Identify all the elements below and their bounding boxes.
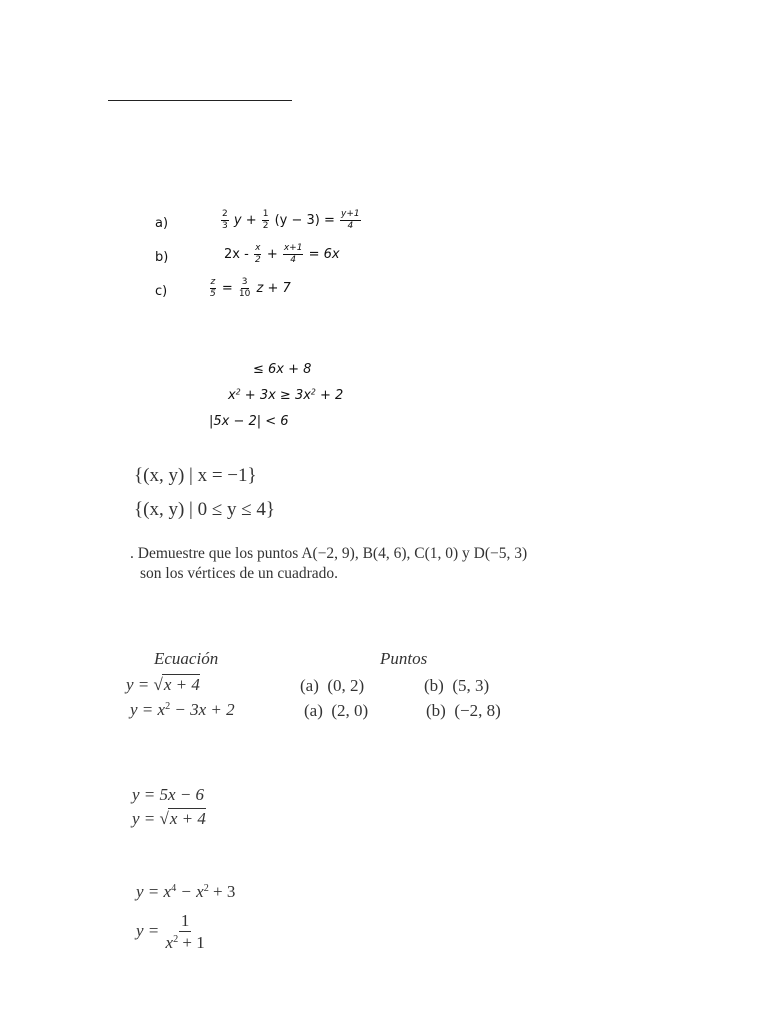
title-underline [108,100,292,101]
problem-line-1: . Demuestre que los puntos A(−2, 9), B(4, 6), C(1, 0) y D(−5, 3) [130,545,528,562]
table-header-points: Puntos [380,649,428,668]
inequality-2: $x^2 + 3x \ge 3x^2 + 2$ [228,387,344,403]
table-row-2-equation: $y = x^2 - 3x + 2$ [130,700,235,719]
graph-equation-1: y = 5x − 6 [132,785,205,804]
equation-c: $\frac{z}{5}$ = $\frac{3}{10}$ z + 7 [210,277,291,299]
graph-equation-3: $y = x^4 - x^2 + 3$ [136,882,236,901]
set-1: {(x, y) | x = −1} [134,465,257,486]
problem-line-2: son los vértices de un cuadrado. [140,565,338,582]
graph-equation-2: y = √x + 4 [132,809,206,828]
table-row-1-equation: y = √x + 4 [126,675,200,694]
table-row-1-a: (a) (0, 2) [300,676,365,695]
table-header-equation: Ecuación [154,649,219,668]
equation-b: 2x - $\frac{x}{2}$ + $\frac{x+1}{4}$ = 6x [224,243,340,265]
graph-equation-4: y = $\frac{1}{x^2 + 1}$ [136,911,205,952]
inequality-3: |5x − 2| < 6 [209,414,289,429]
set-2: {(x, y) | 0 ≤ y ≤ 4} [134,499,276,520]
table-row-2-b: (b) (−2, 8) [426,701,501,720]
inequality-1: ≤ 6x + 8 [253,362,312,377]
label-a: a) [155,216,169,231]
label-b: b) [155,250,169,265]
label-c: c) [155,284,168,299]
table-row-2-a: (a) (2, 0) [304,701,369,720]
table-row-1-b: (b) (5, 3) [424,676,490,695]
equation-a: $\frac{2}{3}$ y + $\frac{1}{2}$ (y − 3) = $\frac{y+1}{4}$ [222,209,360,231]
